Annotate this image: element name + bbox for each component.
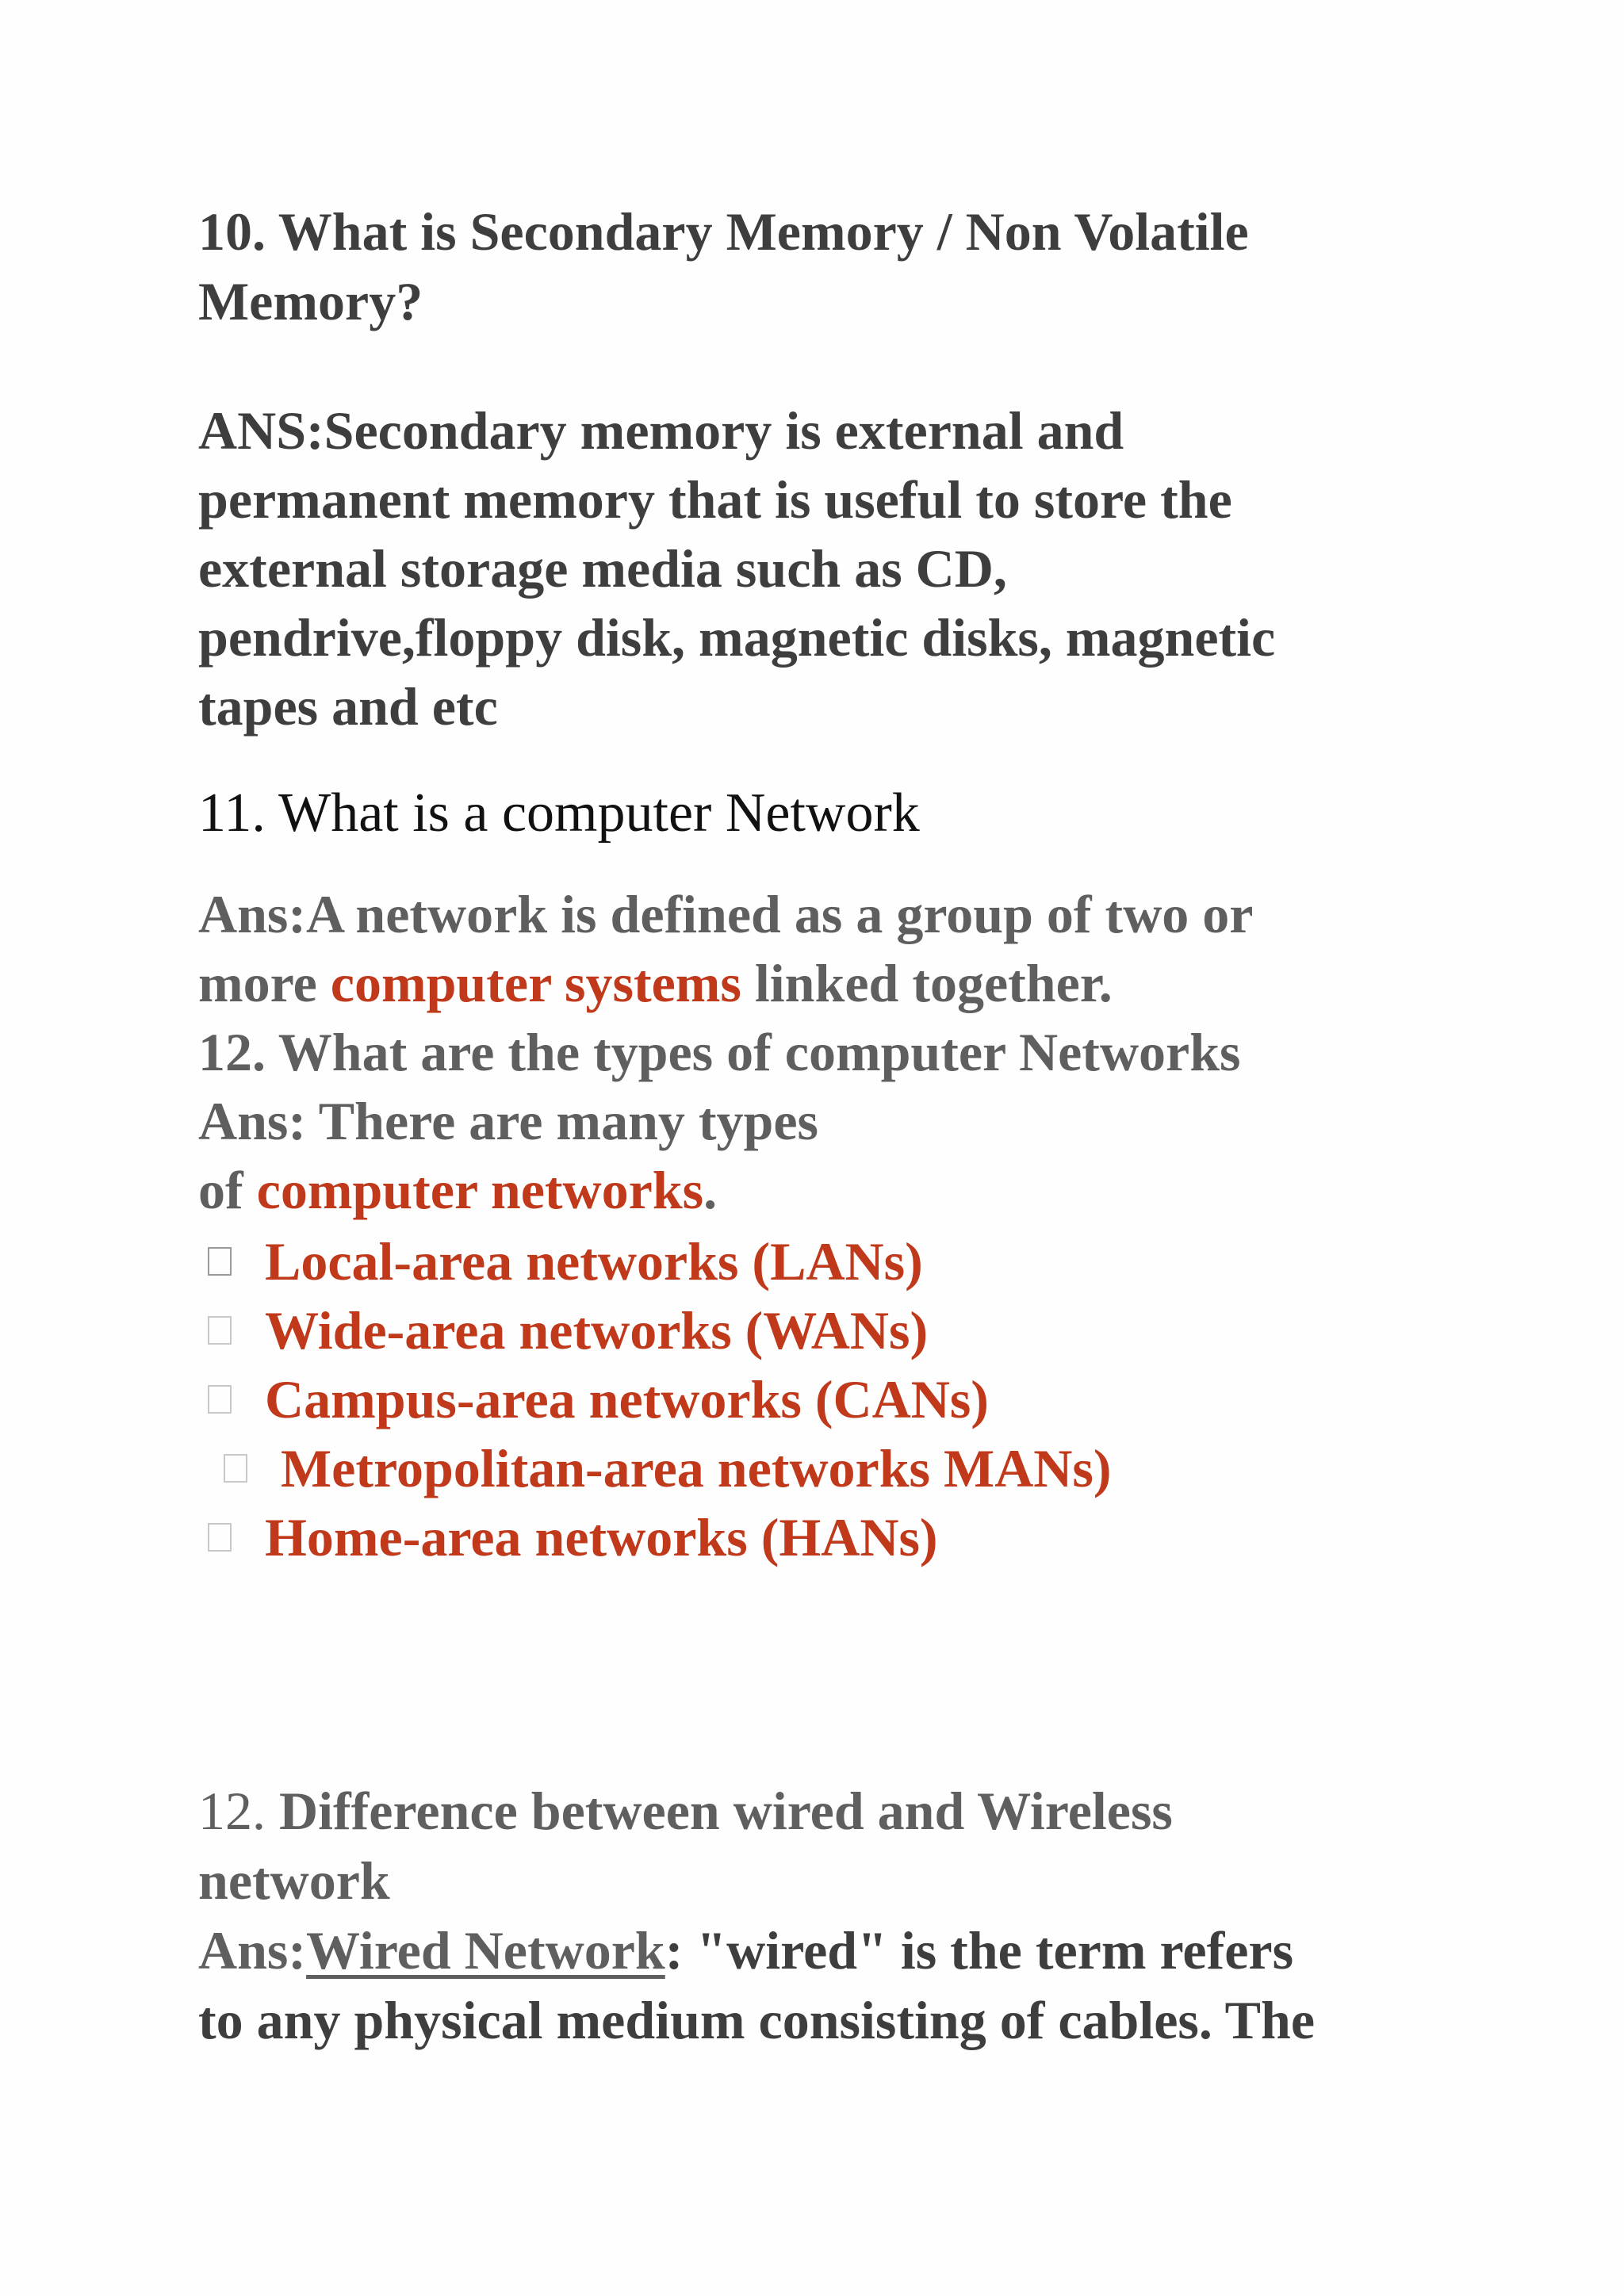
question-12b-title: Difference between wired and Wireless [279, 1781, 1173, 1841]
network-type-label: Local-area networks (LANs) [265, 1230, 923, 1292]
bullet-icon [208, 1523, 232, 1552]
network-type-label: Metropolitan-area networks MANs) [281, 1437, 1112, 1498]
question-12-text: 12. What are the types of computer Networks [198, 1022, 1241, 1082]
bullet-icon [208, 1316, 232, 1345]
answer-11-post: linked together. [741, 953, 1113, 1013]
bullet-icon [224, 1454, 247, 1483]
answer-10-line: tapes and etc [198, 676, 498, 737]
answer-12b-line-1 [198, 1915, 1467, 1985]
bullet-icon [208, 1385, 232, 1414]
answer-12b-prefix: Ans: [198, 1920, 307, 1980]
answer-12-pre: of [198, 1160, 257, 1220]
network-type-label: Home-area networks (HANs) [265, 1506, 938, 1567]
list-item [198, 1502, 938, 1572]
list-item [198, 1226, 923, 1296]
list-item [198, 1295, 928, 1365]
question-12b-line-2: network [198, 1850, 390, 1911]
answer-12-post: . [703, 1160, 718, 1220]
list-item [198, 1364, 989, 1434]
answer-11-pre: more [198, 953, 331, 1013]
answer-11-line-1: Ans:A network is defined as a group of two or [198, 884, 1254, 944]
answer-10-line: external storage media such as CD, [198, 538, 1007, 599]
question-12b-number: 12. [198, 1781, 279, 1841]
answer-10-line: pendrive,floppy disk, magnetic disks, magnetic [198, 607, 1276, 668]
answer-12-line-2 [198, 1156, 1467, 1225]
answer-12b-line-2: to any physical medium consisting of cables. The [198, 1990, 1316, 2050]
question-10-line-2: Memory? [198, 271, 423, 331]
question-10 [198, 197, 1467, 336]
bullet-icon [208, 1247, 232, 1276]
answer-12-line-1: Ans: There are many types [198, 1091, 818, 1151]
question-11 [198, 779, 1467, 848]
question-12b [198, 1776, 1467, 1915]
wired-network-link[interactable]: Wired Network [306, 1920, 665, 1980]
answer-10-line: permanent memory that is useful to store the [198, 469, 1232, 530]
network-type-label: Wide-area networks (WANs) [265, 1299, 929, 1360]
answer-10-line: ANS:Secondary memory is external and [198, 400, 1124, 461]
answer-11 [198, 880, 1467, 1225]
answer-11-line-2 [198, 949, 1467, 1018]
computer-systems-link[interactable]: computer systems [330, 953, 741, 1013]
question-12b-line-1 [198, 1776, 1467, 1846]
computer-networks-link[interactable]: computer networks [256, 1160, 704, 1220]
answer-12b-rest: : "wired" is the term refers [665, 1920, 1294, 1980]
list-item [214, 1433, 1112, 1503]
network-type-label: Campus-area networks (CANs) [265, 1368, 989, 1429]
answer-12b [198, 1915, 1467, 2055]
answer-10 [198, 396, 1467, 741]
question-11-text: 11. What is a computer Network [198, 783, 920, 844]
question-10-line-1: 10. What is Secondary Memory / Non Volatile [198, 201, 1249, 262]
